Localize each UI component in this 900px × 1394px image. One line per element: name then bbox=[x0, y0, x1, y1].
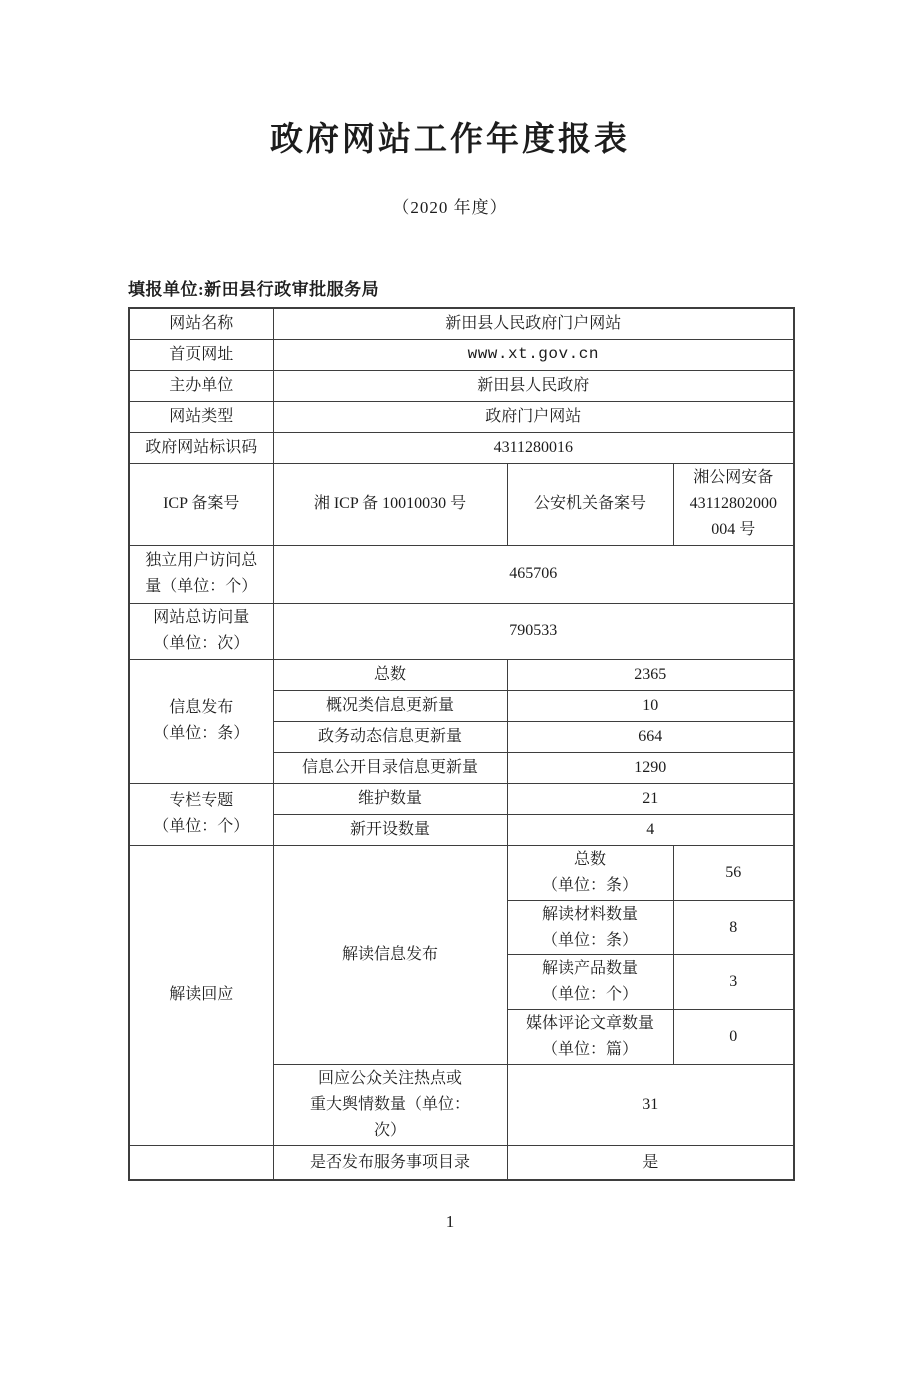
interpretation-item-value: 0 bbox=[673, 1010, 794, 1065]
table-row bbox=[129, 463, 794, 545]
interpretation-item-label-line: （单位：条） bbox=[541, 931, 638, 949]
interpretation-item-label-line: （单位：个） bbox=[541, 986, 638, 1004]
interpretation-label: 解读回应 bbox=[129, 845, 273, 1145]
interpretation-item-label bbox=[507, 845, 673, 900]
interpretation-item-label-line: 总数 bbox=[573, 850, 606, 868]
police-record-value-line: 004 号 bbox=[711, 521, 756, 539]
table-row bbox=[129, 339, 794, 370]
info-publish-item-value: 2365 bbox=[507, 659, 794, 690]
special-columns-item-value: 4 bbox=[507, 814, 794, 845]
police-record-value-line: 湘公网安备 bbox=[693, 469, 774, 487]
unique-visitors-label-line: 量（单位：个） bbox=[145, 578, 258, 596]
page-number: 1 bbox=[445, 1212, 455, 1232]
table-row bbox=[129, 370, 794, 401]
special-columns-item-label: 维护数量 bbox=[273, 783, 507, 814]
table-row bbox=[129, 659, 794, 690]
info-publish-item-label: 概况类信息更新量 bbox=[273, 690, 507, 721]
service-catalog-label: 是否发布服务事项目录 bbox=[273, 1145, 507, 1180]
hotspot-response-value: 31 bbox=[507, 1065, 794, 1146]
total-visits-label-line: 网站总访问量 bbox=[153, 609, 250, 627]
site-name-label: 网站名称 bbox=[129, 308, 273, 339]
interpretation-item-value: 8 bbox=[673, 900, 794, 955]
info-publish-item-value: 10 bbox=[507, 690, 794, 721]
table-row bbox=[129, 308, 794, 339]
info-publish-item-value: 1290 bbox=[507, 752, 794, 783]
interpretation-item-label bbox=[507, 900, 673, 955]
table-row bbox=[129, 432, 794, 463]
table-row bbox=[129, 845, 794, 900]
info-publish-item-label: 总数 bbox=[273, 659, 507, 690]
special-columns-label bbox=[129, 783, 273, 845]
home-url-value: www.xt.gov.cn bbox=[273, 339, 794, 370]
annual-report-table bbox=[128, 307, 795, 1181]
police-record-value bbox=[673, 463, 794, 545]
interpretation-item-label-line: 解读材料数量 bbox=[541, 905, 638, 923]
special-columns-item-label: 新开设数量 bbox=[273, 814, 507, 845]
table-row bbox=[129, 603, 794, 659]
interpretation-item-value: 56 bbox=[673, 845, 794, 900]
document-title: 政府网站工作年度报表 bbox=[270, 120, 630, 157]
hotspot-response-label-line: 回应公众关注热点或 bbox=[317, 1070, 462, 1088]
reporting-unit: 填报单位:新田县行政审批服务局 bbox=[128, 280, 380, 300]
site-type-label: 网站类型 bbox=[129, 401, 273, 432]
interpretation-item-label-line: 解读产品数量 bbox=[541, 960, 638, 978]
site-name-value: 新田县人民政府门户网站 bbox=[273, 308, 794, 339]
site-code-value: 4311280016 bbox=[273, 432, 794, 463]
interpretation-item-label bbox=[507, 955, 673, 1010]
info-publish-item-label: 政务动态信息更新量 bbox=[273, 721, 507, 752]
special-columns-item-value: 21 bbox=[507, 783, 794, 814]
unique-visitors-label-line: 独立用户访问总 bbox=[145, 552, 258, 570]
home-url-label: 首页网址 bbox=[129, 339, 273, 370]
info-publish-item-value: 664 bbox=[507, 721, 794, 752]
organizer-value: 新田县人民政府 bbox=[273, 370, 794, 401]
interpretation-publish-label: 解读信息发布 bbox=[273, 845, 507, 1064]
info-publish-label bbox=[129, 659, 273, 783]
site-type-value: 政府门户网站 bbox=[273, 401, 794, 432]
interpretation-item-label-line: （单位：篇） bbox=[541, 1041, 638, 1059]
interpretation-item-label bbox=[507, 1010, 673, 1065]
unique-visitors-label bbox=[129, 545, 273, 603]
interpretation-item-value: 3 bbox=[673, 955, 794, 1010]
document-subtitle: （2020 年度） bbox=[392, 198, 508, 218]
icp-label: ICP 备案号 bbox=[129, 463, 273, 545]
empty-cell bbox=[129, 1145, 273, 1180]
hotspot-response-label bbox=[273, 1065, 507, 1146]
police-record-label: 公安机关备案号 bbox=[507, 463, 673, 545]
site-code-label: 政府网站标识码 bbox=[129, 432, 273, 463]
total-visits-value: 790533 bbox=[273, 603, 794, 659]
service-catalog-value: 是 bbox=[507, 1145, 794, 1180]
total-visits-label bbox=[129, 603, 273, 659]
unique-visitors-value: 465706 bbox=[273, 545, 794, 603]
police-record-value-line: 43112802000 bbox=[689, 495, 777, 513]
interpretation-item-label-line: （单位：条） bbox=[541, 876, 638, 894]
table-row bbox=[129, 1145, 794, 1180]
interpretation-item-label-line: 媒体评论文章数量 bbox=[525, 1015, 654, 1033]
icp-value: 湘 ICP 备 10010030 号 bbox=[273, 463, 507, 545]
total-visits-label-line: （单位：次） bbox=[153, 635, 250, 653]
organizer-label: 主办单位 bbox=[129, 370, 273, 401]
special-columns-label-line: 专栏专题 bbox=[169, 792, 234, 810]
info-publish-label-line: （单位：条） bbox=[153, 725, 250, 743]
special-columns-label-line: （单位：个） bbox=[153, 818, 250, 836]
table-row bbox=[129, 783, 794, 814]
table-row bbox=[129, 545, 794, 603]
hotspot-response-label-line: 次） bbox=[373, 1121, 406, 1139]
info-publish-label-line: 信息发布 bbox=[169, 699, 234, 717]
info-publish-item-label: 信息公开目录信息更新量 bbox=[273, 752, 507, 783]
hotspot-response-label-line: 重大舆情数量（单位： bbox=[309, 1095, 470, 1113]
table-row bbox=[129, 401, 794, 432]
